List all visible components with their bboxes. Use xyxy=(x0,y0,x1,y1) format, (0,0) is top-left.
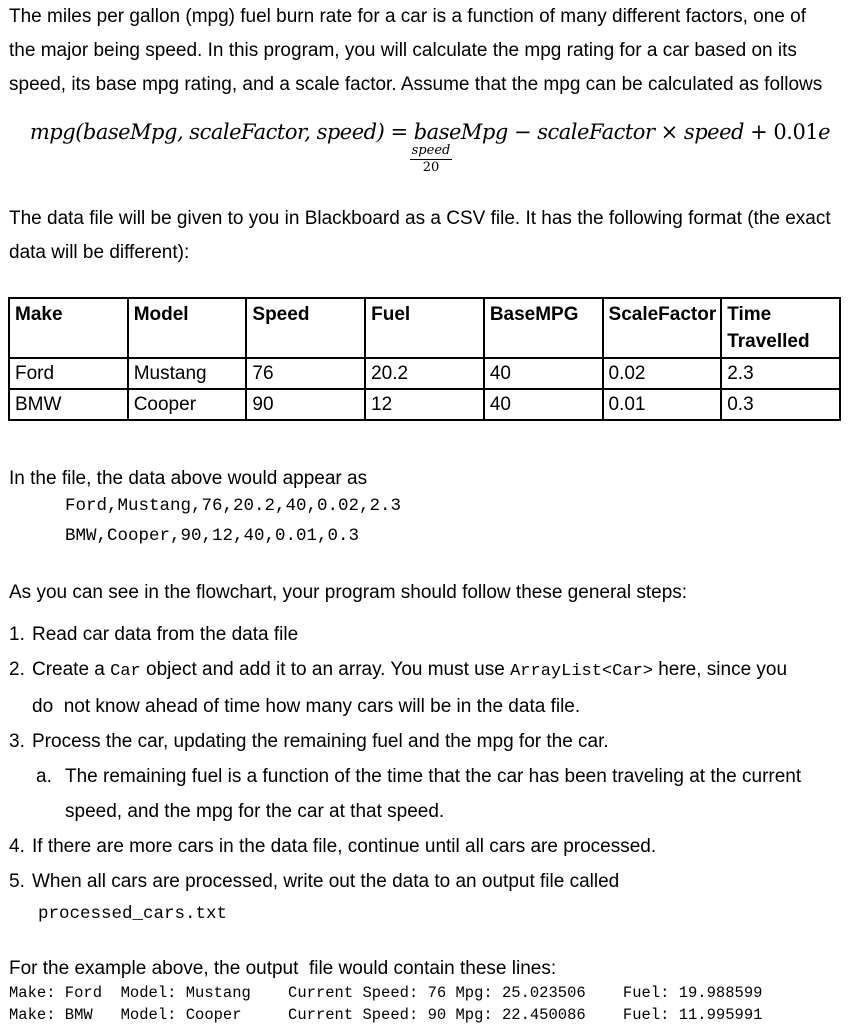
cell-model: Cooper xyxy=(128,389,247,420)
formula-e-base: e xyxy=(818,120,831,144)
step-3a xyxy=(9,759,851,794)
col-header-make: Make xyxy=(9,298,128,358)
csv-code-line: Ford,Mustang,76,20.2,40,0.02,2.3 xyxy=(65,496,402,516)
cell-time-travelled: 0.3 xyxy=(721,389,840,420)
csv-code-line: BMW,Cooper,90,12,40,0.01,0.3 xyxy=(65,526,360,546)
csv-format-table xyxy=(8,297,841,421)
cell-fuel: 20.2 xyxy=(365,358,484,389)
step-2-number: 2. xyxy=(9,659,25,680)
cell-time-travelled: 2.3 xyxy=(721,358,840,389)
data-file-paragraph xyxy=(9,202,851,270)
formula-exponent-fraction xyxy=(410,144,453,175)
step-5-number: 5. xyxy=(9,871,25,892)
cell-basempg: 40 xyxy=(484,358,603,389)
step-3-number: 3. xyxy=(9,731,25,752)
output-example-line: Make: Ford Model: Mustang Current Speed: 76 Mpg: 25.023506 Fuel: 19.988599 xyxy=(9,984,763,1002)
step-3-text: Process the car, updating the remaining fuel and the mpg for the car. xyxy=(32,731,609,752)
formula-main-expression xyxy=(30,120,830,144)
intro-line-1: The miles per gallon (mpg) fuel burn rate for a car is a function of many different factors, one of xyxy=(9,6,806,27)
step-3a-continuation: speed, and the mpg for the car at that speed. xyxy=(65,801,445,822)
formula-coefficient: 0.01 xyxy=(773,120,819,144)
mpg-formula xyxy=(9,116,851,180)
output-filename: processed_cars.txt xyxy=(38,904,228,924)
cell-make: Ford xyxy=(9,358,128,389)
table-header-row xyxy=(9,298,840,358)
cell-basempg: 40 xyxy=(484,389,603,420)
step-5-text: When all cars are processed, write out the data to an output file called xyxy=(32,871,620,892)
formula-exponent-denominator: 20 xyxy=(422,160,440,175)
col-header-time-travelled: Time Travelled xyxy=(721,298,840,358)
table-row xyxy=(9,358,840,389)
step-1-number: 1. xyxy=(9,624,25,645)
col-header-speed: Speed xyxy=(246,298,365,358)
step-1-text: Read car data from the data file xyxy=(32,624,299,645)
col-header-basempg: BaseMPG xyxy=(484,298,603,358)
cell-scalefactor: 0.01 xyxy=(603,389,722,420)
cell-make: BMW xyxy=(9,389,128,420)
step-4-text: If there are more cars in the data file, continue until all cars are processed. xyxy=(32,836,657,857)
csv-section-intro: In the file, the data above would appear as xyxy=(9,468,368,489)
output-section-intro: For the example above, the output file would contain these lines: xyxy=(9,958,557,979)
step-3 xyxy=(9,724,851,759)
output-example-line: Make: BMW Model: Cooper Current Speed: 90 Mpg: 22.450086 Fuel: 11.995991 xyxy=(9,1006,763,1024)
cell-speed: 76 xyxy=(246,358,365,389)
step-2-text-part-3: here, since you xyxy=(652,659,788,680)
data-file-line-1: The data file will be given to you in Blackboard as a CSV file. It has the following format (the exact xyxy=(9,208,831,229)
table-row xyxy=(9,389,840,420)
intro-line-3: speed, its base mpg rating, and a scale factor. Assume that the mpg can be calculated as follows xyxy=(9,74,823,95)
step-4 xyxy=(9,829,851,864)
inline-code-arraylist: ArrayList<Car> xyxy=(510,662,653,681)
csv-code-block xyxy=(65,491,851,551)
step-3a-letter: a. xyxy=(36,766,52,787)
formula-body: mpg(baseMpg, scaleFactor, speed) = baseMpg − scaleFactor × speed + xyxy=(29,120,774,144)
intro-line-2: the major being speed. In this program, you will calculate the mpg rating for a car based on its xyxy=(9,40,797,61)
step-1 xyxy=(9,617,851,652)
cell-fuel: 12 xyxy=(365,389,484,420)
col-header-fuel: Fuel xyxy=(365,298,484,358)
steps-intro: As you can see in the flowchart, your program should follow these general steps: xyxy=(9,582,688,603)
col-header-scalefactor: ScaleFactor xyxy=(603,298,722,358)
step-5 xyxy=(9,864,851,899)
step-2-continuation: do not know ahead of time how many cars will be in the data file. xyxy=(32,696,581,717)
output-example-block xyxy=(9,982,851,1026)
col-header-model: Model xyxy=(128,298,247,358)
intro-paragraph xyxy=(9,0,851,102)
step-2-text-part-1: Create a xyxy=(32,659,111,680)
data-file-line-2: data will be different): xyxy=(9,242,190,263)
inline-code-car: Car xyxy=(110,662,141,681)
step-3a-line-1: The remaining fuel is a function of the time that the car has been traveling at the current xyxy=(65,766,802,787)
step-4-number: 4. xyxy=(9,836,25,857)
cell-model: Mustang xyxy=(128,358,247,389)
step-2 xyxy=(9,652,851,689)
step-2-text-part-2: object and add it to an array. You must use xyxy=(140,659,511,680)
steps-list xyxy=(9,617,851,929)
cell-speed: 90 xyxy=(246,389,365,420)
formula-exponent-numerator: speed xyxy=(411,143,451,158)
cell-scalefactor: 0.02 xyxy=(603,358,722,389)
